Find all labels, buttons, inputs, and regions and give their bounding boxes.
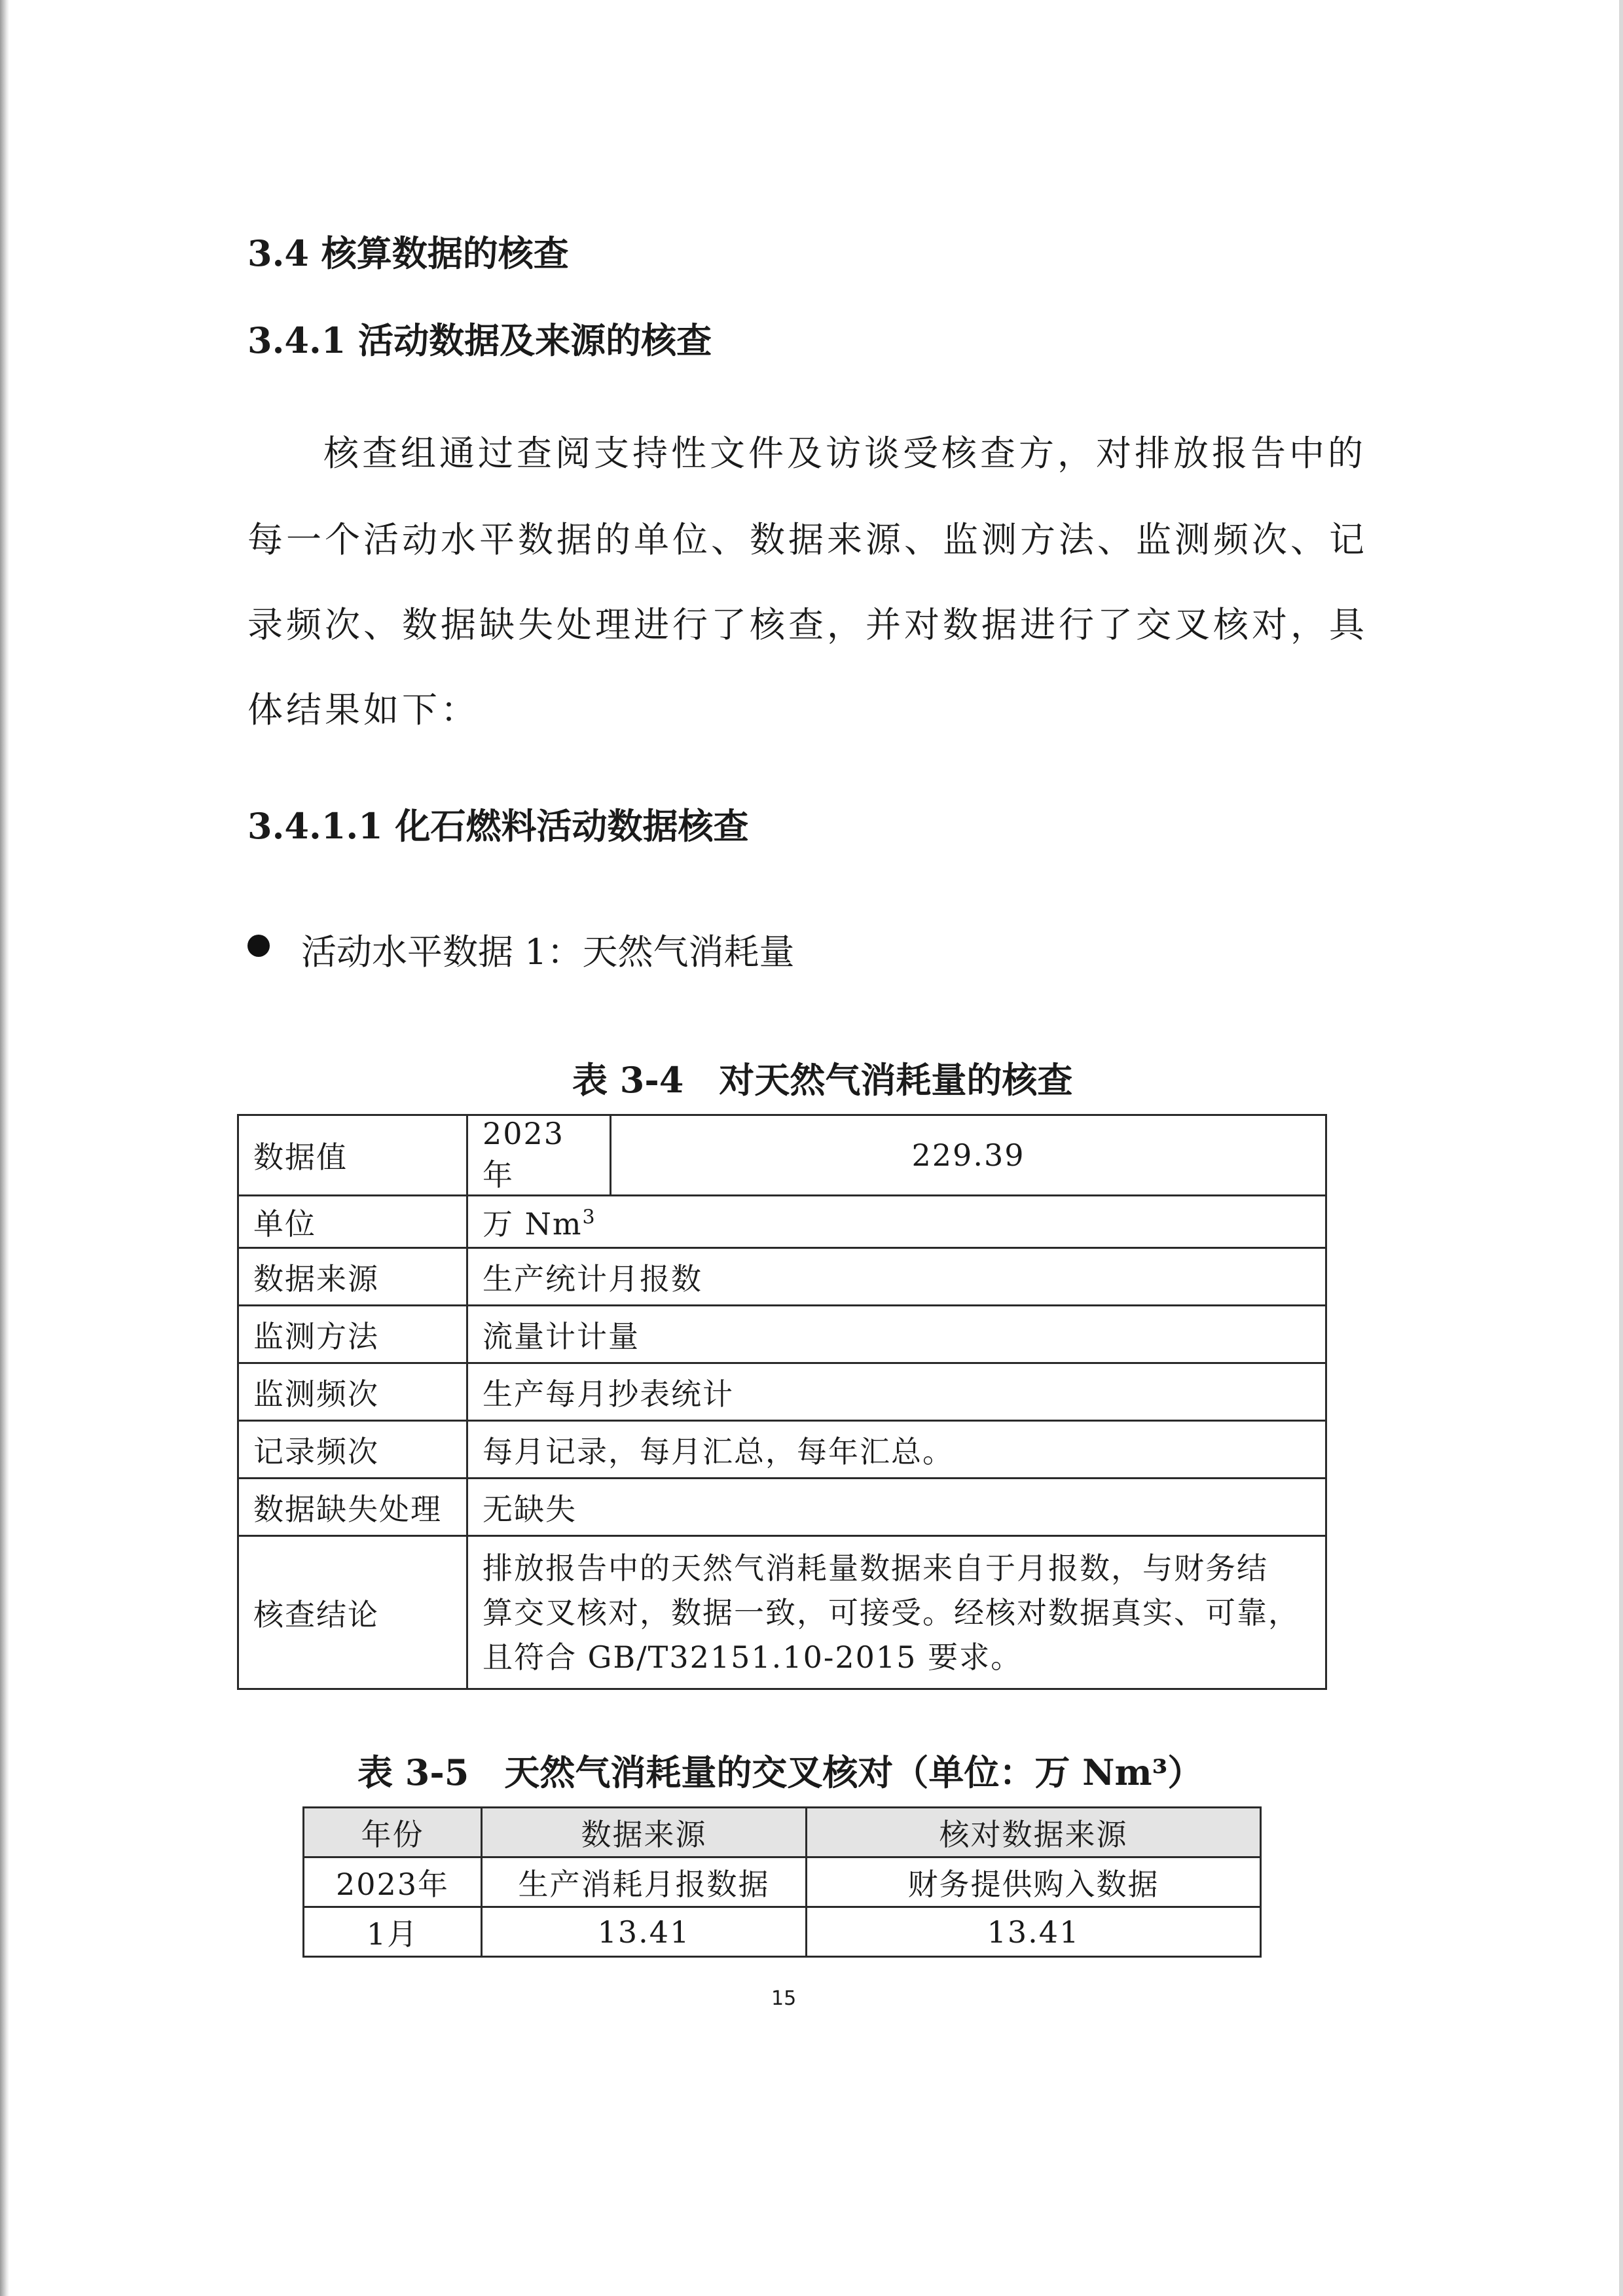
- conclusion-line-1: 排放报告中的天然气消耗量数据来自于月报数，与财务结: [483, 1550, 1268, 1586]
- page-number: 15: [771, 1987, 797, 2010]
- table-row: [238, 1115, 1326, 1196]
- table-row: [238, 1306, 1326, 1363]
- row-label: 监测频次: [238, 1363, 467, 1421]
- conclusion-line-3: 且符合 GB/T32151.10-2015 要求。: [483, 1639, 1023, 1675]
- paragraph-line-2: 每一个活动水平数据的单位、数据来源、监测方法、监测频次、记: [247, 519, 1368, 560]
- table-header-row: [304, 1808, 1261, 1857]
- row-label: 数据来源: [238, 1248, 467, 1306]
- value-cell: 生产每月抄表统计: [467, 1363, 1326, 1421]
- row-label: 监测方法: [238, 1306, 467, 1363]
- table2-caption: 表 3-5 天然气消耗量的交叉核对（单位：万 Nm³）: [357, 1751, 1203, 1793]
- value-cell: 流量计计量: [467, 1306, 1326, 1363]
- table-row: [238, 1196, 1326, 1248]
- row-label: 记录频次: [238, 1421, 467, 1479]
- heading-3-4-1-1: 3.4.1.1 化石燃料活动数据核查: [247, 805, 749, 847]
- value-cell: 229.39: [611, 1115, 1326, 1196]
- value-cell: 无缺失: [467, 1479, 1326, 1536]
- header-cell: 年份: [304, 1808, 482, 1857]
- bullet-text: 活动水平数据 1：天然气消耗量: [301, 931, 795, 973]
- heading-3-4: 3.4 核算数据的核查: [247, 232, 569, 274]
- row-label: 核查结论: [238, 1536, 467, 1689]
- table-row: [238, 1248, 1326, 1306]
- header-cell: 数据来源: [482, 1808, 807, 1857]
- row-label: 数据值: [238, 1115, 467, 1196]
- unit-text: 万 Nm: [483, 1206, 583, 1242]
- row-label: 数据缺失处理: [238, 1479, 467, 1536]
- year-cell: 2023 年: [467, 1115, 611, 1196]
- table-cell: 2023年: [304, 1857, 482, 1907]
- value-cell: 每月记录，每月汇总，每年汇总。: [467, 1421, 1326, 1479]
- paragraph-line-3: 录频次、数据缺失处理进行了核查，并对数据进行了交叉核对，具: [247, 604, 1368, 645]
- table-cell: 13.41: [807, 1907, 1261, 1957]
- table-row: [238, 1421, 1326, 1479]
- table-row: [238, 1363, 1326, 1421]
- row-label: 单位: [238, 1196, 467, 1248]
- paragraph-line-4: 体结果如下：: [247, 689, 479, 730]
- scan-edge-right: [1619, 0, 1623, 2296]
- table-natural-gas-verification: [237, 1114, 1327, 1690]
- value-cell: [467, 1196, 1326, 1248]
- scan-edge-left: [0, 0, 9, 2296]
- table-cross-check: [302, 1806, 1262, 1958]
- conclusion-line-2: 算交叉核对，数据一致，可接受。经核对数据真实、可靠，: [483, 1594, 1300, 1630]
- table-row: [304, 1907, 1261, 1957]
- unit-superscript: 3: [582, 1206, 596, 1229]
- table-cell: 1月: [304, 1907, 482, 1957]
- paragraph-line-1: 核查组通过查阅支持性文件及访谈受核查方，对排放报告中的: [323, 433, 1366, 474]
- table1-caption: 表 3-4 对天然气消耗量的核查: [572, 1059, 1073, 1101]
- table-cell: 财务提供购入数据: [807, 1857, 1261, 1907]
- table-row: [238, 1479, 1326, 1536]
- value-cell: 生产统计月报数: [467, 1248, 1326, 1306]
- table-cell: 13.41: [482, 1907, 807, 1957]
- conclusion-cell: [467, 1536, 1326, 1689]
- heading-3-4-1: 3.4.1 活动数据及来源的核查: [247, 319, 712, 361]
- bullet-dot: [247, 935, 270, 957]
- table-cell: 生产消耗月报数据: [482, 1857, 807, 1907]
- table-row: [304, 1857, 1261, 1907]
- table-row: [238, 1536, 1326, 1689]
- header-cell: 核对数据来源: [807, 1808, 1261, 1857]
